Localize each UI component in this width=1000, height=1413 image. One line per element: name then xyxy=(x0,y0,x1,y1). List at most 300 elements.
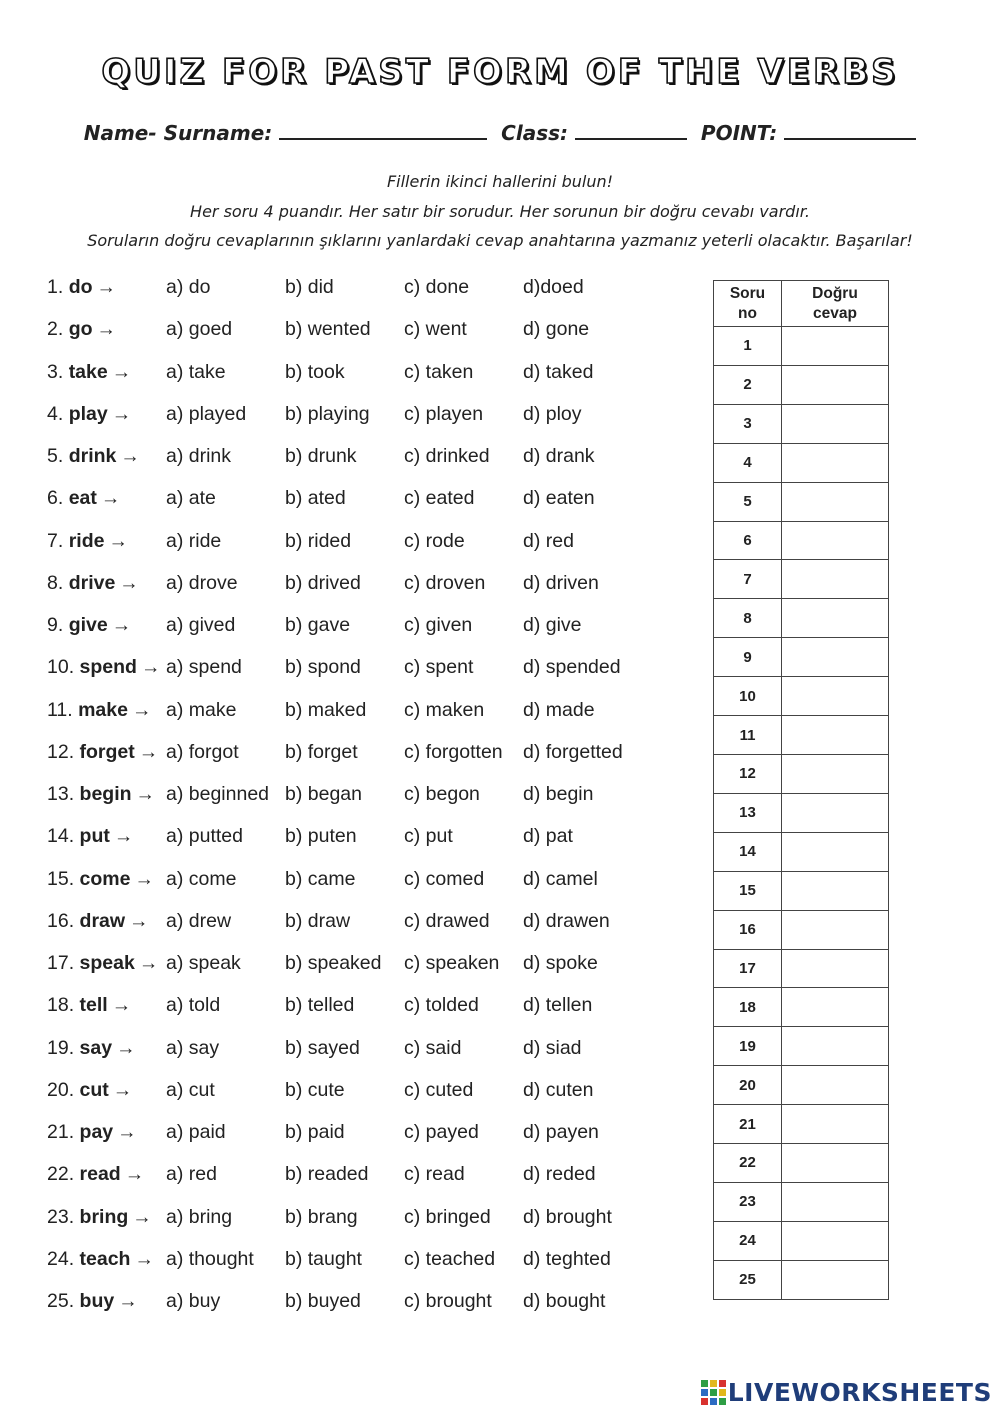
option-c: c) begon xyxy=(404,783,480,805)
option-c: c) payed xyxy=(404,1121,479,1143)
answer-key-row xyxy=(714,443,889,482)
instruction-line-1: Fillerin ikinci hallerini bulun! xyxy=(386,172,614,191)
question-row xyxy=(47,318,667,348)
question-number: 21. xyxy=(47,1121,75,1143)
answer-question-number: 9 xyxy=(714,638,782,677)
option-d: d) drank xyxy=(523,445,595,467)
arrow-right-icon: → xyxy=(129,909,149,932)
option-b: b) speaked xyxy=(285,952,382,974)
answer-question-number: 13 xyxy=(714,793,782,832)
question-row xyxy=(47,614,667,644)
question-prompt xyxy=(47,530,128,553)
question-row xyxy=(47,1163,667,1193)
answer-input-cell[interactable] xyxy=(782,871,889,910)
question-row xyxy=(47,741,667,771)
option-a: a) speak xyxy=(166,952,241,974)
answer-question-number: 24 xyxy=(714,1221,782,1260)
answer-key-row xyxy=(714,832,889,871)
option-b: b) began xyxy=(285,783,362,805)
answer-input-cell[interactable] xyxy=(782,482,889,521)
answer-key-row xyxy=(714,482,889,521)
option-c: c) brought xyxy=(404,1290,492,1312)
question-verb: spend xyxy=(79,656,137,679)
answer-input-cell[interactable] xyxy=(782,910,889,949)
answer-question-number: 21 xyxy=(714,1105,782,1144)
answer-input-cell[interactable] xyxy=(782,327,889,366)
option-a: a) goed xyxy=(166,318,233,341)
question-prompt xyxy=(47,572,139,595)
answer-key-row xyxy=(714,404,889,443)
option-c: c) tolded xyxy=(404,994,479,1017)
answer-input-cell[interactable] xyxy=(782,521,889,560)
answer-question-number: 6 xyxy=(714,521,782,560)
option-c: c) said xyxy=(404,1036,462,1059)
question-verb: drive xyxy=(68,571,116,594)
option-c: c) drawed xyxy=(404,909,490,932)
answer-key-row xyxy=(714,871,889,910)
student-info-line xyxy=(0,120,1000,145)
option-d: d) forgetted xyxy=(523,740,623,763)
option-a: a) beginned xyxy=(166,783,270,805)
class-field[interactable] xyxy=(575,120,687,140)
question-number: 16. xyxy=(47,909,75,932)
question-number: 10. xyxy=(47,656,75,679)
answer-input-cell[interactable] xyxy=(782,1144,889,1183)
arrow-right-icon: → xyxy=(120,445,140,467)
answer-key-row xyxy=(714,638,889,677)
question-number: 1. xyxy=(47,276,64,298)
option-d: d) drawen xyxy=(523,909,610,932)
option-c: c) eated xyxy=(404,487,475,510)
option-d: d) spoke xyxy=(523,952,598,974)
answer-question-number: 18 xyxy=(714,988,782,1027)
answer-question-number: 11 xyxy=(714,716,782,755)
option-d: d) siad xyxy=(523,1036,582,1059)
answer-key-row xyxy=(714,599,889,638)
question-number: 11. xyxy=(47,698,73,721)
question-row xyxy=(47,699,667,729)
question-row xyxy=(47,276,667,306)
question-prompt xyxy=(47,741,158,764)
class-label: Class: xyxy=(501,121,569,145)
instruction-line-2: Her soru 4 puandır. Her satır bir sorudur. Her sorunun bir doğru cevabı vardır. xyxy=(190,202,810,221)
answer-question-number: 5 xyxy=(714,482,782,521)
answer-key-header-row xyxy=(714,281,889,327)
question-row xyxy=(47,361,667,391)
arrow-right-icon: → xyxy=(100,487,121,510)
answer-input-cell[interactable] xyxy=(782,1027,889,1066)
question-prompt xyxy=(47,403,131,426)
option-d: d) camel xyxy=(523,867,598,890)
option-a: a) told xyxy=(166,994,221,1017)
question-number: 15. xyxy=(47,867,75,890)
liveworksheets-brand xyxy=(701,1378,992,1406)
question-verb: speak xyxy=(79,952,135,974)
arrow-right-icon: → xyxy=(112,1078,133,1101)
instruction-line-3: Soruların doğru cevaplarının şıklarını yanlardaki cevap anahtarına yazmanız yeterli olacaktır. Başarılar! xyxy=(87,231,913,250)
question-row xyxy=(47,1290,667,1320)
name-surname-field[interactable] xyxy=(279,120,487,140)
answer-key-row xyxy=(714,988,889,1027)
answer-input-cell[interactable] xyxy=(782,404,889,443)
question-number: 13. xyxy=(47,783,75,805)
question-number-header: Soru no xyxy=(714,281,782,327)
question-verb: forget xyxy=(79,740,135,763)
option-b: b) drived xyxy=(285,571,361,594)
arrow-right-icon: → xyxy=(135,783,156,805)
option-c: c) went xyxy=(404,318,467,341)
answer-question-number: 4 xyxy=(714,443,782,482)
question-row xyxy=(47,656,667,686)
answer-input-cell[interactable] xyxy=(782,716,889,755)
question-row xyxy=(47,445,667,475)
option-b: b) brang xyxy=(285,1205,358,1228)
question-number: 4. xyxy=(47,402,64,425)
answer-key-row xyxy=(714,716,889,755)
answer-input-cell[interactable] xyxy=(782,754,889,793)
question-verb: drink xyxy=(68,445,117,467)
option-b: b) draw xyxy=(285,909,351,932)
question-number: 3. xyxy=(47,360,64,383)
question-prompt xyxy=(47,1121,137,1144)
question-verb: give xyxy=(68,614,108,636)
answer-question-number: 19 xyxy=(714,1027,782,1066)
question-prompt xyxy=(47,1037,136,1060)
question-verb: play xyxy=(68,402,108,425)
option-c: c) bringed xyxy=(404,1205,491,1228)
option-c: c) forgotten xyxy=(404,740,503,763)
arrow-right-icon: → xyxy=(132,1205,152,1228)
question-prompt xyxy=(47,318,116,341)
option-d: d) red xyxy=(523,529,574,552)
page-title: QUIZ FOR PAST FORM OF THE VERBS xyxy=(101,52,899,92)
option-d: d) eaten xyxy=(523,487,595,510)
point-label: POINT: xyxy=(700,121,778,145)
option-a: a) do xyxy=(166,276,211,298)
question-prompt xyxy=(47,1290,138,1313)
option-c: c) taken xyxy=(404,360,474,383)
option-d: d) give xyxy=(523,614,582,636)
question-row xyxy=(47,572,667,602)
option-d: d) made xyxy=(523,698,595,721)
option-d: d) taked xyxy=(523,360,594,383)
option-b: b) puten xyxy=(285,825,357,848)
option-b: b) telled xyxy=(285,994,355,1017)
option-a: a) come xyxy=(166,867,237,890)
option-b: b) buyed xyxy=(285,1290,361,1312)
arrow-right-icon: → xyxy=(108,529,128,552)
answer-input-cell[interactable] xyxy=(782,949,889,988)
answer-input-cell[interactable] xyxy=(782,1105,889,1144)
question-row xyxy=(47,783,667,813)
option-a: a) buy xyxy=(166,1290,221,1312)
answer-question-number: 7 xyxy=(714,560,782,599)
question-prompt xyxy=(47,276,116,299)
option-a: a) make xyxy=(166,698,237,721)
option-d: d) spended xyxy=(523,656,621,679)
answer-input-cell[interactable] xyxy=(782,599,889,638)
question-row xyxy=(47,1206,667,1236)
brand-name: LIVEWORKSHEETS xyxy=(727,1377,992,1407)
question-verb: come xyxy=(79,867,131,890)
option-c: c) teached xyxy=(404,1247,496,1270)
option-b: b) playing xyxy=(285,402,370,425)
answer-question-number: 2 xyxy=(714,365,782,404)
question-number: 18. xyxy=(47,994,75,1017)
answer-input-cell[interactable] xyxy=(782,988,889,1027)
option-b: b) came xyxy=(285,867,356,890)
arrow-right-icon: → xyxy=(131,698,152,721)
question-number: 7. xyxy=(47,529,64,552)
option-a: a) ate xyxy=(166,487,216,510)
option-d: d) ploy xyxy=(523,402,582,425)
question-verb: bring xyxy=(79,1205,129,1228)
question-row xyxy=(47,952,667,982)
liveworksheets-logo-icon xyxy=(701,1380,726,1405)
answer-input-cell[interactable] xyxy=(782,365,889,404)
option-b: b) rided xyxy=(285,529,352,552)
question-prompt xyxy=(47,868,154,891)
answer-input-cell[interactable] xyxy=(782,677,889,716)
arrow-right-icon: → xyxy=(111,360,132,383)
option-d: d) gone xyxy=(523,318,590,341)
arrow-right-icon: → xyxy=(96,276,117,298)
question-prompt xyxy=(47,445,140,468)
answer-question-number: 17 xyxy=(714,949,782,988)
question-verb: take xyxy=(68,360,108,383)
option-c: c) maken xyxy=(404,698,485,721)
answer-input-cell[interactable] xyxy=(782,1066,889,1105)
answer-key-row xyxy=(714,521,889,560)
option-d: d) bought xyxy=(523,1290,606,1312)
answer-key-row xyxy=(714,910,889,949)
option-b: b) maked xyxy=(285,698,367,721)
answer-key-row xyxy=(714,754,889,793)
arrow-right-icon: → xyxy=(96,318,117,341)
question-prompt xyxy=(47,1163,144,1186)
answer-question-number: 25 xyxy=(714,1260,782,1299)
answer-input-cell[interactable] xyxy=(782,638,889,677)
option-a: a) forgot xyxy=(166,740,239,763)
question-number: 25. xyxy=(47,1290,75,1312)
option-c: c) comed xyxy=(404,867,485,890)
question-verb: make xyxy=(78,698,128,721)
answer-key-table xyxy=(713,280,889,1300)
question-row xyxy=(47,910,667,940)
answer-key-row xyxy=(714,1027,889,1066)
answer-input-cell[interactable] xyxy=(782,1182,889,1221)
option-a: a) spend xyxy=(166,656,242,679)
arrow-right-icon: → xyxy=(118,1290,138,1312)
option-b: b) spond xyxy=(285,656,361,679)
answer-input-cell[interactable] xyxy=(782,793,889,832)
arrow-right-icon: → xyxy=(140,656,161,679)
question-prompt xyxy=(47,361,131,384)
option-a: a) cut xyxy=(166,1078,215,1101)
option-a: a) say xyxy=(166,1036,220,1059)
answer-key-row xyxy=(714,677,889,716)
question-prompt xyxy=(47,487,120,510)
question-verb: tell xyxy=(79,994,108,1017)
question-number: 8. xyxy=(47,571,64,594)
option-a: a) paid xyxy=(166,1121,226,1143)
answer-key-rows xyxy=(714,327,889,1300)
option-c: c) rode xyxy=(404,529,465,552)
answer-question-number: 15 xyxy=(714,871,782,910)
option-c: c) given xyxy=(404,614,473,636)
question-number: 5. xyxy=(47,445,64,467)
option-c: c) drinked xyxy=(404,445,490,467)
arrow-right-icon: → xyxy=(134,1247,154,1270)
question-prompt xyxy=(47,656,160,679)
option-a: a) drink xyxy=(166,445,232,467)
question-number: 14. xyxy=(47,825,75,848)
question-verb: eat xyxy=(68,487,97,510)
option-a: a) putted xyxy=(166,825,243,848)
question-verb: read xyxy=(79,1163,121,1186)
question-row xyxy=(47,403,667,433)
answer-key-row xyxy=(714,1144,889,1183)
answer-question-number: 1 xyxy=(714,327,782,366)
question-prompt xyxy=(47,783,155,806)
question-verb: do xyxy=(68,276,93,298)
answer-key-row xyxy=(714,949,889,988)
question-prompt xyxy=(47,1079,132,1102)
question-verb: begin xyxy=(79,783,132,805)
question-number: 12. xyxy=(47,740,75,763)
answer-question-number: 20 xyxy=(714,1066,782,1105)
arrow-right-icon: → xyxy=(111,402,132,425)
answer-input-cell[interactable] xyxy=(782,443,889,482)
option-b: b) gave xyxy=(285,614,351,636)
arrow-right-icon: → xyxy=(138,952,159,974)
answer-key-row xyxy=(714,560,889,599)
question-number: 2. xyxy=(47,318,64,341)
question-verb: cut xyxy=(79,1078,109,1101)
option-d: d) driven xyxy=(523,571,599,594)
question-number: 20. xyxy=(47,1078,75,1101)
answer-question-number: 16 xyxy=(714,910,782,949)
question-row xyxy=(47,1248,667,1278)
answer-question-number: 14 xyxy=(714,832,782,871)
option-a: a) played xyxy=(166,402,247,425)
option-b: b) paid xyxy=(285,1121,345,1143)
question-number: 17. xyxy=(47,952,75,974)
question-prompt xyxy=(47,910,149,933)
option-c: c) playen xyxy=(404,402,484,425)
question-prompt xyxy=(47,952,158,975)
point-field[interactable] xyxy=(784,120,916,140)
option-a: a) bring xyxy=(166,1205,233,1228)
question-row xyxy=(47,994,667,1024)
arrow-right-icon: → xyxy=(111,614,132,636)
option-a: a) ride xyxy=(166,529,222,552)
option-b: b) readed xyxy=(285,1163,369,1186)
option-d: d) brought xyxy=(523,1205,612,1228)
question-number: 9. xyxy=(47,614,64,636)
option-d: d) pat xyxy=(523,825,573,848)
option-d: d) tellen xyxy=(523,994,593,1017)
question-row xyxy=(47,1121,667,1151)
answer-question-number: 12 xyxy=(714,754,782,793)
option-c: c) read xyxy=(404,1163,465,1186)
arrow-right-icon: → xyxy=(138,740,159,763)
question-verb: ride xyxy=(68,529,105,552)
answer-question-number: 10 xyxy=(714,677,782,716)
question-verb: pay xyxy=(79,1121,114,1143)
question-verb: draw xyxy=(79,909,126,932)
answer-question-number: 23 xyxy=(714,1182,782,1221)
option-b: b) taught xyxy=(285,1247,362,1270)
option-c: c) cuted xyxy=(404,1078,474,1101)
option-d: d) cuten xyxy=(523,1078,594,1101)
answer-key-row xyxy=(714,1182,889,1221)
arrow-right-icon: → xyxy=(113,825,134,848)
option-b: b) sayed xyxy=(285,1036,360,1059)
option-d: d) begin xyxy=(523,783,594,805)
question-row xyxy=(47,825,667,855)
arrow-right-icon: → xyxy=(134,867,154,890)
option-a: a) drew xyxy=(166,909,232,932)
name-surname-label: Name- Surname: xyxy=(83,121,273,145)
answer-key-row xyxy=(714,1260,889,1299)
question-row xyxy=(47,530,667,560)
option-a: a) drove xyxy=(166,571,238,594)
answer-key-row xyxy=(714,365,889,404)
answer-key-row xyxy=(714,793,889,832)
option-b: b) cute xyxy=(285,1078,345,1101)
option-b: b) forget xyxy=(285,740,358,763)
question-number: 24. xyxy=(47,1247,75,1270)
arrow-right-icon: → xyxy=(124,1163,145,1186)
option-b: b) wented xyxy=(285,318,371,341)
option-a: a) take xyxy=(166,360,226,383)
option-b: b) did xyxy=(285,276,334,298)
question-row xyxy=(47,1037,667,1067)
option-c: c) droven xyxy=(404,571,486,594)
answer-input-cell[interactable] xyxy=(782,1221,889,1260)
option-a: a) red xyxy=(166,1163,217,1186)
option-b: b) ated xyxy=(285,487,346,510)
question-number: 22. xyxy=(47,1163,75,1186)
answer-input-cell[interactable] xyxy=(782,1260,889,1299)
question-number: 6. xyxy=(47,487,64,510)
answer-question-number: 8 xyxy=(714,599,782,638)
arrow-right-icon: → xyxy=(116,1036,136,1059)
question-prompt xyxy=(47,614,131,637)
question-row xyxy=(47,487,667,517)
question-prompt xyxy=(47,994,131,1017)
answer-question-number: 3 xyxy=(714,404,782,443)
question-row xyxy=(47,1079,667,1109)
arrow-right-icon: → xyxy=(111,994,132,1017)
answer-key-row xyxy=(714,327,889,366)
answer-key-row xyxy=(714,1221,889,1260)
option-b: b) drunk xyxy=(285,445,357,467)
question-prompt xyxy=(47,699,151,722)
arrow-right-icon: → xyxy=(117,1121,137,1143)
option-d: d) payen xyxy=(523,1121,599,1143)
question-prompt xyxy=(47,1206,152,1229)
question-verb: teach xyxy=(79,1247,131,1270)
question-prompt xyxy=(47,825,133,848)
answer-input-cell[interactable] xyxy=(782,832,889,871)
answer-key-row xyxy=(714,1105,889,1144)
answer-input-cell[interactable] xyxy=(782,560,889,599)
question-verb: buy xyxy=(79,1290,115,1312)
option-d: d) teghted xyxy=(523,1247,611,1270)
question-row xyxy=(47,868,667,898)
